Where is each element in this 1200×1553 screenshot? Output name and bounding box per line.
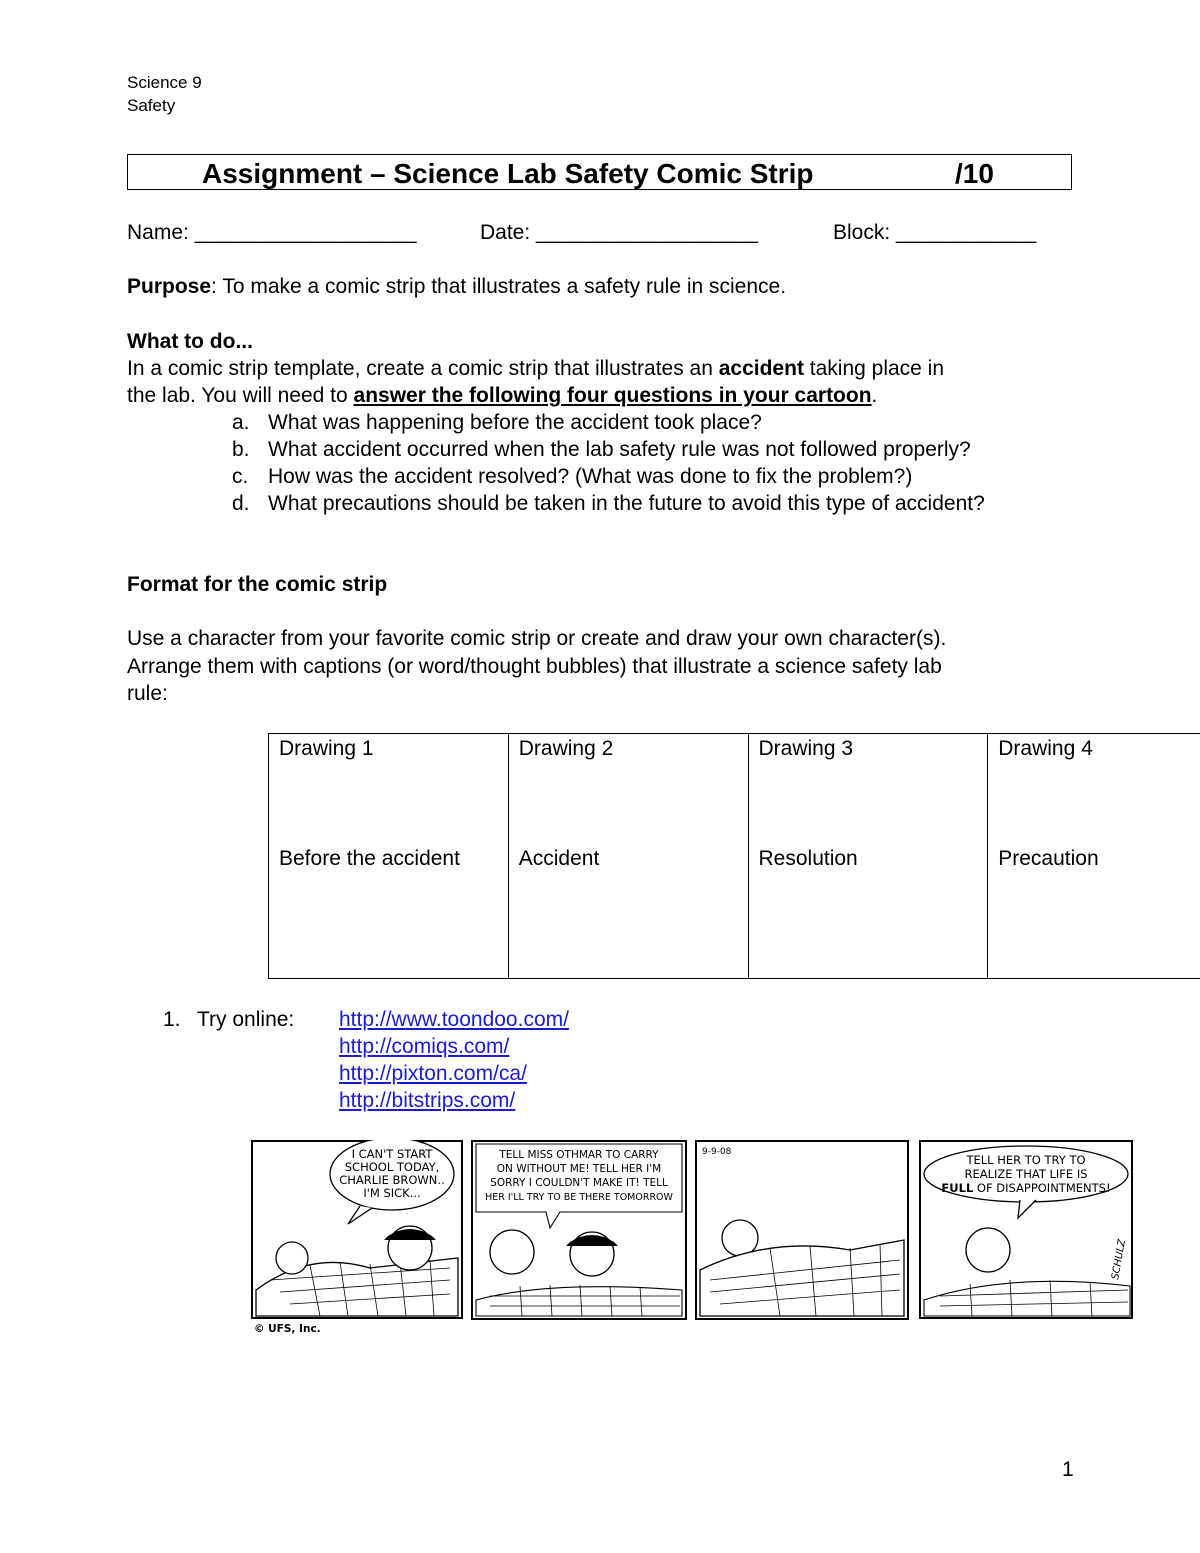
- drawing-caption: Resolution: [758, 847, 858, 870]
- drawing-cell-1[interactable]: [269, 734, 509, 979]
- date-field: [480, 221, 758, 245]
- list-item: What was happening before the accident took place?: [268, 411, 762, 434]
- name-blank[interactable]: ___________________: [194, 221, 417, 244]
- block-blank[interactable]: ____________: [896, 221, 1037, 244]
- link-pixton[interactable]: http://pixton.com/ca/: [339, 1062, 527, 1085]
- drawing-cell-3[interactable]: [748, 734, 988, 979]
- list-item-letter: d.: [232, 492, 250, 515]
- drawing-caption: Before the accident: [279, 847, 460, 870]
- comic-panel-1: [252, 1140, 462, 1318]
- strip-date: 9-9-08: [702, 1147, 732, 1157]
- bubble-line: REALIZE THAT LIFE IS: [964, 1167, 1088, 1181]
- purpose-text: : To make a comic strip that illustrates a safety rule in science.: [211, 275, 787, 298]
- bubble-line: TELL MISS OTHMAR TO CARRY: [499, 1149, 659, 1161]
- purpose-label: Purpose: [127, 275, 212, 298]
- topic-name: Safety: [127, 96, 176, 115]
- list-item: How was the accident resolved? (What was done to fix the problem?): [268, 465, 913, 488]
- assignment-score: /10: [955, 158, 994, 189]
- assignment-title: Assignment – Science Lab Safety Comic Strip: [202, 158, 814, 189]
- comic-copyright: © UFS, Inc.: [254, 1323, 321, 1335]
- list-item-letter: b.: [232, 438, 250, 461]
- intro-text-1: In a comic strip template, create a comic strip that illustrates an: [127, 357, 719, 380]
- what-to-do-heading: What to do...: [127, 330, 253, 353]
- page-header: [127, 71, 202, 117]
- link-toondoo[interactable]: http://www.toondoo.com/: [339, 1008, 569, 1031]
- bubble-line: HER I'LL TRY TO BE THERE TOMORROW: [485, 1192, 673, 1203]
- drawing-title: Drawing 3: [758, 737, 854, 760]
- bubble-line: SORRY I COULDN'T MAKE IT! TELL: [490, 1177, 668, 1189]
- comic-panel-2: [472, 1141, 686, 1319]
- comic-panel-4: [920, 1141, 1132, 1318]
- intro-end: .: [871, 384, 878, 407]
- bubble-line: TELL HER TO TRY TO: [966, 1153, 1086, 1167]
- drawing-title: Drawing 1: [279, 737, 374, 760]
- comic-panel-3: [696, 1141, 908, 1319]
- format-line-2: Arrange them with captions (or word/thought bubbles) that illustrate a science safety lab: [127, 655, 942, 678]
- format-line-1: Use a character from your favorite comic strip or create and draw your own character(s).: [127, 627, 947, 650]
- drawing-cell-4[interactable]: [988, 734, 1200, 979]
- date-blank[interactable]: ___________________: [536, 221, 758, 244]
- comic-template-table: [268, 733, 1200, 979]
- name-label: Name:: [127, 221, 189, 244]
- assignment-title-box: [127, 154, 1072, 190]
- intro-line-1: [127, 357, 944, 381]
- bubble-line: SCHOOL TODAY,: [344, 1160, 440, 1174]
- bubble-line: CHARLIE BROWN..: [339, 1173, 445, 1187]
- list-item-letter: c.: [232, 465, 249, 488]
- intro-accident: accident: [718, 357, 804, 380]
- drawing-title: Drawing 4: [998, 737, 1093, 760]
- intro-text-2: taking place in: [803, 357, 945, 380]
- bubble-rest: OF DISAPPOINTMENTS!: [973, 1181, 1111, 1195]
- drawing-cell-2[interactable]: [508, 734, 748, 979]
- bubble-bold-word: FULL: [941, 1181, 974, 1195]
- page-number: 1: [1062, 1458, 1074, 1481]
- course-name: Science 9: [127, 73, 202, 92]
- list-item: What accident occurred when the lab safety rule was not followed properly?: [268, 438, 971, 461]
- bubble-line: I'M SICK...: [363, 1186, 421, 1200]
- bubble-line: ON WITHOUT ME! TELL HER I'M: [496, 1163, 662, 1175]
- intro-text-3: the lab. You will need to: [127, 384, 354, 407]
- peanuts-comic-strip: [250, 1140, 1136, 1336]
- drawing-title: Drawing 2: [518, 737, 614, 760]
- bubble-line: I CAN'T START: [351, 1147, 433, 1161]
- name-field: [127, 221, 417, 245]
- format-line-3: rule:: [127, 682, 168, 705]
- online-label: Try online:: [197, 1008, 295, 1031]
- list-item-letter: a.: [232, 411, 250, 434]
- intro-emphasis: answer the following four questions in your cartoon: [353, 384, 872, 407]
- link-bitstrips[interactable]: http://bitstrips.com/: [339, 1089, 516, 1112]
- bubble-line-final: [941, 1181, 1110, 1195]
- list-item: What precautions should be taken in the future to avoid this type of accident?: [268, 492, 985, 515]
- format-heading: Format for the comic strip: [127, 573, 388, 596]
- online-number: 1.: [163, 1008, 181, 1031]
- date-label: Date:: [480, 221, 531, 244]
- block-field: [833, 221, 1036, 245]
- drawing-caption: Precaution: [998, 847, 1099, 870]
- link-comiqs[interactable]: http://comiqs.com/: [339, 1035, 510, 1058]
- intro-line-2: [127, 384, 877, 408]
- artist-signature: SCHULZ: [1110, 1238, 1129, 1281]
- drawing-caption: Accident: [518, 847, 600, 870]
- purpose-line: [127, 275, 786, 299]
- block-label: Block:: [833, 221, 891, 244]
